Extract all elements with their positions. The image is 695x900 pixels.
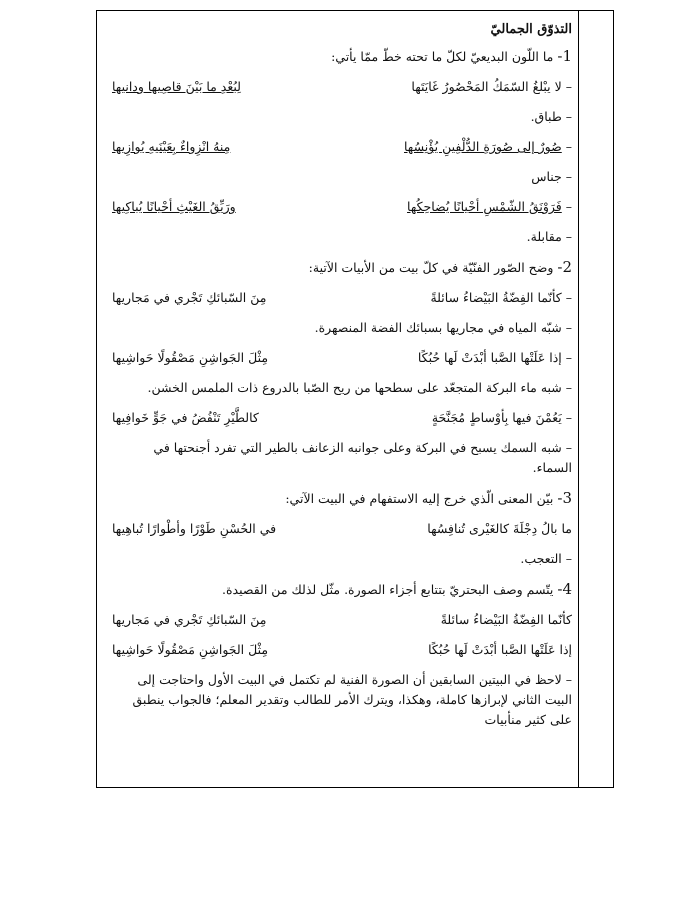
verse-hemistich-2: مِنهُ انْزِواءٌ بِعَيْنَيهِ يُوازِيها [112, 139, 231, 154]
verse-hemistich-1: فَرَوْنَقُ الشّمْسِ أحْيانًا يُضاحِكُها [407, 199, 562, 214]
q2-answer-3: – شبه السمك يسبح في البركة وعلى جوانبه الزعانف بالطير التي تفرد أجنحتها في السماء. [153, 440, 572, 475]
worksheet-content [112, 20, 572, 730]
q1-answer-3: – مقابلة. [526, 229, 572, 244]
verse-hemistich-1: صُورٌ إلى صُورَةِ الدُّلْفِينِ يُؤْنِسُها [404, 139, 562, 154]
q1-verse-2: – صُورٌ إلى صُورَةِ الدُّلْفِينِ يُؤْنِسُها مِنهُ انْزِواءٌ بِعَيْنَيهِ يُوازِيها [112, 137, 572, 157]
verse-hemistich-1: لا يبْلغُ السّمَكُ المَحْصُورُ غَايَتَها [411, 79, 562, 94]
q1-verse-3: – فَرَوْنَقُ الشّمْسِ أحْيانًا يُضاحِكُها ورَيِّقُ الغَيْثِ أحْيانًا يُباكِيها [112, 197, 572, 217]
q3-answer: – التعجب. [520, 551, 572, 566]
q2-answer-1: – شبّه المياه في مجاريها بسبائك الفضة المنصهرة. [314, 320, 572, 335]
verse-hemistich-2: مِنَ السّبائكِ تَجْري في مَجاريها [112, 290, 267, 305]
verse-hemistich-2: لِبُعْدِ ما بَيْنَ قاصِيها ودانيها [112, 79, 241, 94]
q2-text: وضح الصّور الفنّيّة في كلّ بيت من الأبيات الآتية: [308, 260, 554, 275]
q2-number: 2- [557, 258, 572, 276]
verse-hemistich-1: ما بالُ دِجْلَةَ كالغَيْرى تُنافِسُها [427, 521, 572, 536]
verse-hemistich-2: مِثْلَ الجَواشِنِ مَصْقُولًا حَواشِيها [112, 642, 269, 657]
verse-hemistich-2: كالطَّيْرِ تَنْفُضُ في جَوٍّ خَوافِيها [112, 410, 259, 425]
q2-verse-3 [112, 408, 572, 428]
q1-text: ما اللّون البديعيّ لكلّ ما تحته خطّ ممّا يأتي: [331, 49, 554, 64]
question-3 [112, 488, 572, 509]
q2-verse-2 [112, 348, 572, 368]
verse-hemistich-2: في الحُسْنِ طَوْرًا وأطْوارًا تُباهِيها [112, 521, 277, 536]
q2-answer-2: – شبه ماء البركة المتجعّد على سطحها من ريح الصّبا بالدروع ذات الملمس الخشن. [147, 380, 572, 395]
q1-number: 1- [557, 47, 572, 65]
verse-hemistich-1: – إذا عَلَتْها الصَّبا أبْدَتْ لَها حُبُكًا [417, 350, 572, 365]
q1-answer-2: – جناس [531, 169, 572, 184]
question-2 [112, 257, 572, 278]
column-divider [578, 10, 579, 787]
q4-answer: – لاحظ في البيتين السابقين أن الصورة الفنية لم تكتمل في البيت الأول واحتاجت إلى البيت الثاني لإبرازها كاملة، وهكذا، ويترك الأمر للطالب وتقدير المعلم؛ فالجواب ينطبق على كثير منأبيات [132, 672, 572, 727]
q3-number: 3- [557, 489, 572, 507]
question-4 [112, 579, 572, 600]
section-title: التذوّق الجماليّ [490, 22, 572, 37]
q4-verse-1 [112, 610, 572, 630]
q3-verse [112, 519, 572, 539]
verse-hemistich-1: – يَعُمْنَ فيها بِأوْساطٍ مُجَنَّحَةٍ [431, 410, 572, 425]
question-1 [112, 46, 572, 67]
verse-hemistich-1: إذا عَلَتْها الصَّبا أبْدَتْ لَها حُبُكًا [428, 642, 572, 657]
q4-verse-2 [112, 640, 572, 660]
verse-hemistich-1: كأنّما الفِضّةُ البَيْضاءُ سائلةً [440, 612, 572, 627]
verse-hemistich-2: مِثْلَ الجَواشِنِ مَصْقُولًا حَواشِيها [112, 350, 269, 365]
q4-text: يتّسم وصف البحتريّ بتتابع أجزاء الصورة. مثّل لذلك من القصيدة. [222, 582, 554, 597]
q3-text: بيّن المعنى الّذي خرج إليه الاستفهام في البيت الآتي: [285, 491, 554, 506]
q2-verse-1 [112, 288, 572, 308]
verse-hemistich-1: – كأنّما الفِضّةُ البَيْضاءُ سائلةً [430, 290, 572, 305]
q1-answer-1: – طباق. [530, 109, 572, 124]
q4-number: 4- [557, 580, 572, 598]
q1-verse-1: – لا يبْلغُ السّمَكُ المَحْصُورُ غَايَتَها لِبُعْدِ ما بَيْنَ قاصِيها ودانيها [112, 77, 572, 97]
verse-hemistich-2: ورَيِّقُ الغَيْثِ أحْيانًا يُباكِيها [112, 199, 236, 214]
verse-hemistich-2: مِنَ السّبائكِ تَجْري في مَجاريها [112, 612, 267, 627]
